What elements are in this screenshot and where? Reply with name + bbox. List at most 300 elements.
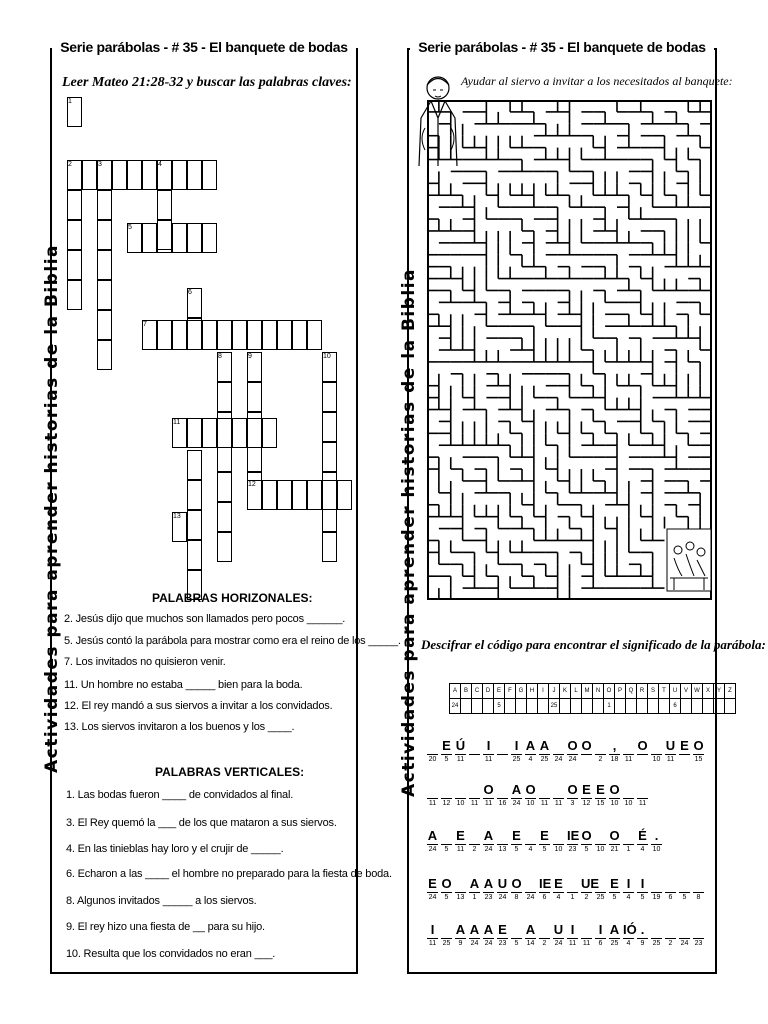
cipher-letter: B — [461, 684, 472, 699]
decode-char — [595, 876, 606, 893]
decode-slot[interactable] — [637, 876, 648, 903]
decode-slot[interactable] — [595, 782, 606, 809]
decode-slot[interactable] — [427, 782, 438, 809]
decode-slot[interactable] — [483, 828, 494, 855]
decode-number: 11 — [554, 800, 563, 807]
cipher-letter: A — [450, 684, 461, 699]
decode-number: 5 — [444, 846, 449, 853]
cipher-code[interactable]: 6 — [670, 699, 681, 714]
decode-slot[interactable] — [609, 738, 620, 765]
decode-slot[interactable] — [595, 922, 606, 949]
crossword-cell[interactable] — [172, 223, 187, 253]
cipher-code[interactable] — [626, 699, 637, 714]
cipher-code[interactable] — [692, 699, 703, 714]
decode-char: IE — [567, 828, 580, 843]
decode-slot[interactable] — [427, 828, 438, 855]
cipher-code[interactable]: 5 — [494, 699, 505, 714]
decode-slot[interactable] — [469, 876, 480, 903]
decode-number: 10 — [596, 846, 605, 853]
decode-slot[interactable] — [539, 738, 550, 765]
decode-slot[interactable] — [623, 782, 634, 809]
decode-number: 13 — [498, 846, 507, 853]
cipher-code[interactable] — [560, 699, 571, 714]
decode-slot[interactable] — [441, 922, 452, 949]
crossword-number: 3 — [98, 161, 102, 168]
decode-char: A — [539, 738, 550, 753]
crossword-cell[interactable] — [307, 480, 322, 510]
cipher-code[interactable] — [648, 699, 659, 714]
decode-char: . — [651, 828, 662, 845]
decode-slot[interactable] — [665, 738, 676, 765]
decode-slot[interactable] — [693, 922, 704, 949]
crossword-cell[interactable] — [277, 480, 292, 510]
decode-line[interactable] — [427, 782, 651, 809]
decode-slot[interactable] — [497, 738, 508, 765]
decode-char: E — [582, 782, 591, 797]
decode-slot[interactable] — [637, 922, 648, 949]
decode-number: 5 — [542, 846, 547, 853]
decode-slot[interactable] — [525, 922, 536, 949]
crossword-number: 7 — [143, 321, 147, 328]
crossword-cell[interactable] — [112, 160, 127, 190]
decode-number: 11 — [638, 800, 647, 807]
decode-number: 19 — [652, 894, 661, 901]
vertical-clue: 10. Resulta que los convidados no eran ___. — [66, 948, 276, 960]
decode-number: 10 — [624, 800, 633, 807]
decode-slot[interactable] — [469, 782, 480, 809]
crossword-cell[interactable] — [142, 160, 157, 190]
decode-slot[interactable] — [581, 828, 592, 855]
decode-char: E — [554, 876, 563, 891]
decode-number: 14 — [526, 940, 535, 947]
decode-number: 10 — [456, 800, 465, 807]
cipher-key-table — [449, 683, 736, 714]
decode-slot[interactable] — [497, 828, 508, 855]
decode-slot[interactable] — [609, 828, 620, 855]
horizontal-heading: PALABRAS HORIZONALES: — [152, 591, 313, 605]
cipher-code[interactable] — [593, 699, 604, 714]
decode-slot[interactable] — [651, 828, 662, 855]
decode-char: I — [511, 738, 522, 755]
decode-slot[interactable] — [637, 738, 648, 765]
decode-char — [441, 828, 452, 845]
crossword-cell[interactable] — [97, 280, 112, 310]
decode-char: A — [469, 922, 480, 937]
decode-number: 8 — [514, 894, 519, 901]
cipher-letter: S — [648, 684, 659, 699]
decode-number: 11 — [582, 940, 591, 947]
decode-char: A — [525, 922, 536, 937]
decode-char: É — [638, 828, 647, 843]
decode-number: 2 — [472, 846, 477, 853]
cipher-code[interactable] — [714, 699, 725, 714]
decode-slot[interactable] — [427, 922, 438, 949]
cipher-letter: T — [659, 684, 670, 699]
decode-char: I — [595, 922, 606, 939]
decode-slot[interactable] — [581, 782, 592, 809]
crossword-cell[interactable] — [292, 480, 307, 510]
decode-slot[interactable] — [581, 922, 592, 949]
decode-number: 24 — [554, 940, 563, 947]
decode-slot[interactable] — [455, 922, 466, 949]
right-panel-title: Serie parábolas - # 35 - El banquete de bodas — [409, 39, 715, 57]
decode-char: E — [498, 922, 507, 937]
decode-slot[interactable] — [595, 828, 606, 855]
crossword-cell[interactable] — [187, 320, 202, 350]
decode-char: O — [609, 782, 620, 797]
crossword-cell[interactable] — [247, 320, 262, 350]
cipher-code[interactable] — [703, 699, 714, 714]
crossword-cell[interactable] — [127, 160, 142, 190]
decode-slot[interactable] — [553, 876, 564, 903]
decode-number: 11 — [456, 756, 465, 763]
decode-slot[interactable] — [693, 876, 704, 903]
crossword-cell[interactable] — [277, 320, 292, 350]
decode-slot[interactable] — [637, 782, 648, 809]
decode-slot[interactable] — [469, 738, 480, 765]
right-side-label: Actividades para aprender historias de la Biblia — [399, 267, 419, 797]
crossword-cell[interactable] — [67, 280, 82, 310]
decode-slot[interactable] — [441, 738, 452, 765]
decode-char — [497, 738, 508, 755]
decode-slot[interactable] — [497, 922, 508, 949]
decode-number: 23 — [484, 894, 493, 901]
decode-slot[interactable] — [609, 922, 620, 949]
crossword-cell[interactable] — [202, 418, 217, 448]
decode-slot[interactable] — [511, 922, 522, 949]
cipher-letter: K — [560, 684, 571, 699]
crossword-cell[interactable] — [157, 220, 172, 250]
decode-number: 23 — [568, 846, 577, 853]
decode-number: 25 — [652, 940, 661, 947]
decode-slot[interactable] — [511, 738, 522, 765]
decode-number: 11 — [428, 800, 437, 807]
crossword-cell[interactable] — [322, 480, 337, 510]
crossword-cell[interactable] — [292, 320, 307, 350]
crossword-cell[interactable] — [217, 320, 232, 350]
decode-char: E — [512, 828, 521, 843]
vertical-clue: 4. En las tinieblas hay loro y el crujir de _____. — [66, 843, 284, 855]
decode-char — [469, 738, 480, 755]
cipher-code[interactable] — [483, 699, 494, 714]
decode-slot[interactable] — [455, 782, 466, 809]
decode-slot[interactable] — [651, 738, 662, 765]
crossword-cell[interactable] — [97, 220, 112, 250]
decode-number: 1 — [570, 894, 575, 901]
decode-number: 13 — [456, 894, 465, 901]
decode-char: U — [665, 738, 676, 753]
crossword-cell[interactable] — [67, 250, 82, 280]
crossword-cell[interactable] — [337, 480, 352, 510]
crossword-cell[interactable] — [262, 418, 277, 448]
crossword-cell[interactable] — [187, 450, 202, 480]
vertical-clue: 1. Las bodas fueron ____ de convidados al final. — [66, 789, 294, 801]
crossword-cell[interactable] — [217, 382, 232, 412]
crossword-number: 8 — [218, 353, 222, 360]
decode-slot[interactable] — [567, 922, 578, 949]
crossword-cell[interactable] — [187, 480, 202, 510]
decode-char — [567, 876, 578, 893]
decode-slot[interactable] — [427, 738, 438, 765]
decode-char — [623, 738, 634, 755]
crossword-cell[interactable] — [322, 412, 337, 442]
crossword-cell[interactable] — [217, 532, 232, 562]
crossword-cell[interactable] — [232, 320, 247, 350]
decode-char: I — [637, 876, 648, 893]
crossword-cell[interactable] — [232, 418, 247, 448]
decode-number: 2 — [584, 894, 589, 901]
decode-char — [441, 922, 452, 939]
maze-puzzle[interactable] — [427, 100, 712, 600]
decode-number: 5 — [514, 846, 519, 853]
decode-slot[interactable] — [553, 782, 564, 809]
decode-slot[interactable] — [525, 782, 536, 809]
crossword-number: 1 — [68, 98, 72, 105]
cipher-code[interactable] — [538, 699, 549, 714]
crossword-cell[interactable] — [142, 223, 157, 253]
decode-slot[interactable] — [553, 922, 564, 949]
decode-slot[interactable] — [567, 876, 578, 903]
crossword-cell[interactable] — [67, 190, 82, 220]
crossword-cell[interactable] — [217, 418, 232, 448]
decode-number: 11 — [428, 940, 437, 947]
horizontal-clue: 13. Los siervos invitaron a los buenos y los ____. — [64, 721, 295, 733]
decode-char: A — [483, 828, 494, 843]
decode-char: I — [567, 922, 578, 939]
decode-number: 3 — [570, 800, 575, 807]
maze-instruction: Ayudar al siervo a invitar a los necesitados al banquete: — [461, 74, 733, 88]
crossword-cell[interactable] — [187, 540, 202, 570]
cipher-code[interactable]: 24 — [450, 699, 461, 714]
crossword-cell[interactable] — [172, 320, 187, 350]
decode-number: 5 — [612, 894, 617, 901]
decode-slot[interactable] — [525, 828, 536, 855]
decode-line[interactable] — [427, 828, 665, 855]
decode-slot[interactable] — [553, 738, 564, 765]
decode-char: E — [596, 782, 605, 797]
crossword-cell[interactable] — [157, 190, 172, 220]
decode-slot[interactable] — [553, 828, 564, 855]
decode-number: 5 — [514, 940, 519, 947]
crossword-cell[interactable] — [322, 382, 337, 412]
crossword-cell[interactable] — [202, 223, 217, 253]
crossword-cell[interactable] — [262, 320, 277, 350]
cipher-code[interactable] — [571, 699, 582, 714]
crossword-cell[interactable] — [97, 190, 112, 220]
decode-slot[interactable] — [483, 782, 494, 809]
decode-char — [539, 922, 550, 939]
decode-slot[interactable] — [539, 828, 550, 855]
cipher-code[interactable] — [472, 699, 483, 714]
decode-number: 4 — [626, 940, 631, 947]
decode-slot[interactable] — [595, 738, 606, 765]
cipher-code[interactable] — [527, 699, 538, 714]
decode-char: A — [483, 922, 494, 937]
decode-slot[interactable] — [679, 738, 690, 765]
decode-slot[interactable] — [567, 828, 578, 855]
decode-slot[interactable] — [567, 782, 578, 809]
crossword-cell[interactable] — [67, 220, 82, 250]
cipher-code[interactable]: 25 — [549, 699, 560, 714]
cipher-code[interactable] — [516, 699, 527, 714]
decode-slot[interactable] — [455, 828, 466, 855]
decode-slot[interactable] — [469, 828, 480, 855]
cipher-code[interactable] — [582, 699, 593, 714]
cipher-code[interactable] — [615, 699, 626, 714]
decode-slot[interactable] — [581, 876, 600, 903]
decode-slot[interactable] — [469, 922, 480, 949]
decode-char — [511, 922, 522, 939]
cipher-code[interactable] — [461, 699, 472, 714]
crossword-cell[interactable] — [322, 442, 337, 472]
decode-slot[interactable] — [441, 876, 452, 903]
decode-number: 24 — [526, 894, 535, 901]
crossword-number: 4 — [158, 161, 162, 168]
decode-slot[interactable] — [623, 738, 634, 765]
decode-number: 20 — [428, 756, 437, 763]
decode-slot[interactable] — [679, 922, 690, 949]
decode-char — [679, 876, 690, 893]
decode-number: 11 — [540, 800, 549, 807]
decode-slot[interactable] — [497, 782, 508, 809]
decode-char — [427, 738, 438, 755]
crossword-cell[interactable] — [187, 510, 202, 540]
decode-slot[interactable] — [539, 782, 550, 809]
decode-number: 23 — [498, 940, 507, 947]
decode-slot[interactable] — [483, 876, 494, 903]
decode-number: 24 — [484, 846, 493, 853]
decode-char: A — [455, 922, 466, 937]
crossword-cell[interactable] — [217, 472, 232, 502]
crossword-cell[interactable] — [247, 382, 262, 412]
crossword-cell[interactable] — [97, 340, 112, 370]
decode-char — [595, 828, 606, 845]
decode-number: 10 — [610, 800, 619, 807]
decode-char — [525, 876, 536, 893]
crossword-cell[interactable] — [307, 320, 322, 350]
decode-number: 11 — [666, 756, 675, 763]
cipher-code[interactable] — [725, 699, 736, 714]
crossword-number: 5 — [128, 224, 132, 231]
crossword-number: 2 — [68, 161, 72, 168]
decode-char: O — [637, 738, 648, 753]
cipher-code[interactable] — [505, 699, 516, 714]
crossword-cell[interactable] — [172, 160, 187, 190]
decode-slot[interactable] — [511, 828, 522, 855]
decode-line[interactable] — [427, 922, 707, 949]
decode-char: IE — [539, 876, 552, 891]
decode-slot[interactable] — [511, 876, 522, 903]
decode-slot[interactable] — [525, 876, 536, 903]
crossword-cell[interactable] — [202, 160, 217, 190]
decode-slot[interactable] — [567, 738, 578, 765]
decode-number: 11 — [568, 940, 577, 947]
crossword-cell[interactable] — [187, 160, 202, 190]
decode-char — [469, 828, 480, 845]
decode-number: 5 — [584, 846, 589, 853]
crossword-instruction: Leer Mateo 21:28-32 y buscar las palabras claves: — [62, 75, 352, 90]
decode-char: O — [581, 828, 592, 843]
cipher-code[interactable] — [681, 699, 692, 714]
decode-char — [679, 922, 690, 939]
decode-slot[interactable] — [497, 876, 508, 903]
decode-number: 24 — [498, 894, 507, 901]
decode-slot[interactable] — [623, 876, 634, 903]
cipher-code[interactable] — [637, 699, 648, 714]
decode-slot[interactable] — [455, 876, 466, 903]
decode-slot[interactable] — [581, 738, 592, 765]
decode-slot[interactable] — [525, 738, 536, 765]
cipher-letter: M — [582, 684, 593, 699]
crossword-cell[interactable] — [202, 320, 217, 350]
cipher-code[interactable]: 1 — [604, 699, 615, 714]
decode-slot[interactable] — [441, 782, 452, 809]
crossword-cell[interactable] — [187, 223, 202, 253]
crossword-cell[interactable] — [187, 418, 202, 448]
decode-line[interactable] — [427, 876, 707, 903]
decode-slot[interactable] — [637, 828, 648, 855]
decode-slot[interactable] — [623, 828, 634, 855]
decode-char: U — [553, 922, 564, 937]
decode-number: 10 — [652, 756, 661, 763]
decode-char — [469, 782, 480, 799]
decode-slot[interactable] — [679, 876, 690, 903]
decode-slot[interactable] — [595, 876, 606, 903]
crossword-cell[interactable] — [82, 160, 97, 190]
decode-slot[interactable] — [511, 782, 522, 809]
decode-char: O — [567, 738, 578, 753]
cipher-code[interactable] — [659, 699, 670, 714]
decode-slot[interactable] — [539, 876, 550, 903]
decode-slot[interactable] — [539, 922, 550, 949]
decode-char — [553, 738, 564, 755]
decode-number: 2 — [542, 940, 547, 947]
decode-slot[interactable] — [483, 922, 494, 949]
decode-char — [539, 782, 550, 799]
crossword-cell[interactable] — [322, 532, 337, 562]
crossword-cell[interactable] — [262, 480, 277, 510]
decode-slot[interactable] — [441, 828, 452, 855]
decode-slot[interactable] — [483, 738, 494, 765]
decode-slot[interactable] — [651, 922, 662, 949]
decode-slot[interactable] — [651, 876, 662, 903]
decode-slot[interactable] — [623, 922, 637, 949]
decode-slot[interactable] — [609, 782, 620, 809]
cipher-letter: Q — [626, 684, 637, 699]
crossword-cell[interactable] — [157, 320, 172, 350]
crossword-cell[interactable] — [217, 502, 232, 532]
decode-char: I — [623, 876, 634, 893]
decode-char — [427, 782, 438, 799]
horizontal-clue: 5. Jesús contó la parábola para mostrar como era el reino de los _____. — [64, 635, 401, 647]
decode-line[interactable] — [427, 738, 707, 765]
decode-slot[interactable] — [693, 738, 704, 765]
decode-slot[interactable] — [665, 922, 676, 949]
crossword-cell[interactable] — [97, 310, 112, 340]
crossword-cell[interactable] — [97, 250, 112, 280]
decode-slot[interactable] — [427, 876, 438, 903]
decode-number: 6 — [598, 940, 603, 947]
decode-char: . — [637, 922, 648, 939]
decode-slot[interactable] — [455, 738, 466, 765]
decode-number: 25 — [442, 940, 451, 947]
decode-slot[interactable] — [609, 876, 620, 903]
crossword-cell[interactable] — [247, 418, 262, 448]
decode-char: A — [511, 782, 522, 797]
vertical-clue: 3. El Rey quemó la ___ de los que mataron a sus siervos. — [66, 817, 337, 829]
decode-char: O — [525, 782, 536, 797]
decode-slot[interactable] — [665, 876, 676, 903]
